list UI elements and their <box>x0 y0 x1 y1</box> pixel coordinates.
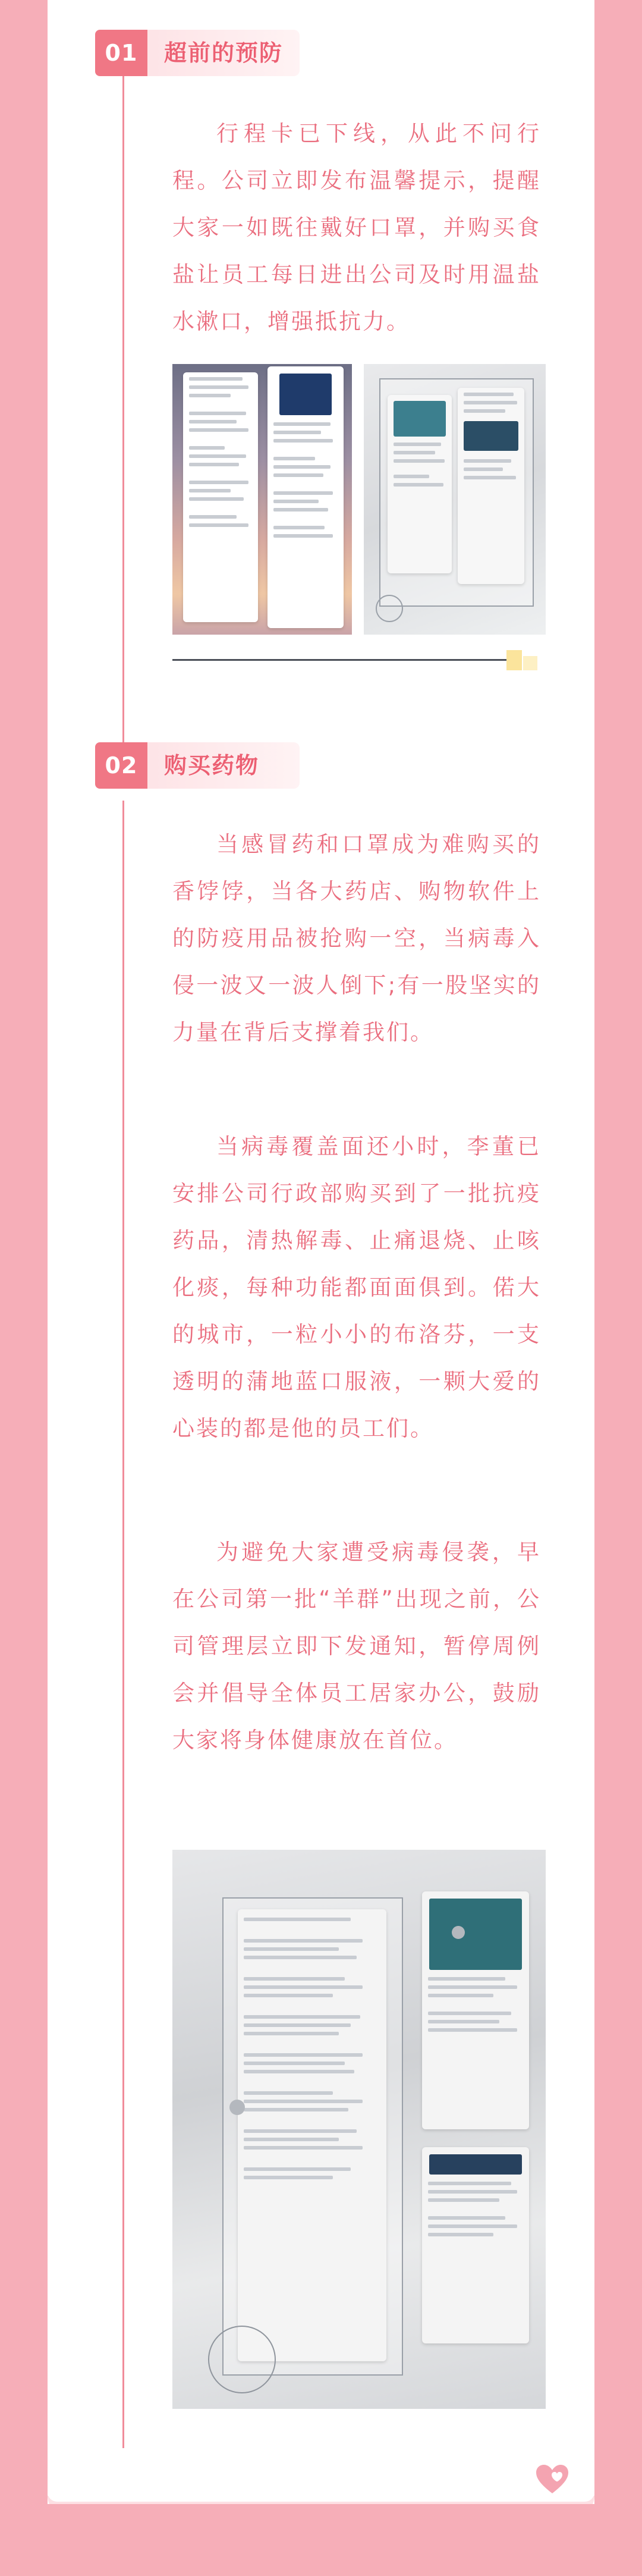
chat-card-right <box>458 388 524 584</box>
page-bottom-band <box>0 2504 642 2576</box>
card-bottom-edge <box>48 2492 594 2502</box>
timeline-line-2 <box>122 801 124 2448</box>
chat-card-left <box>183 372 258 622</box>
section-01-paragraph: 行程卡已下线，从此不问行程。公司立即发布温馨提示，提醒大家一如既往戴好口罩，并购买食盐让员工每日进出公司及时用温盐水漱口，增强抵抗力。 <box>172 121 541 334</box>
section-02-paragraph-2: 当病毒覆盖面还小时，李董已安排公司行政部购买到了一批抗疫药品，清热解毒、止痛退烧、止咳化痰，每种功能都面面俱到。偌大的城市，一粒小小的布洛芬，一支透明的蒲地蓝口服液，一颗大爱的心装的都是他的员工们。 <box>172 1134 541 1441</box>
film-reel-icon <box>376 595 403 622</box>
stamp-circle-icon <box>208 2326 276 2393</box>
chat-card-left <box>388 395 452 573</box>
chat-card-right <box>268 366 344 628</box>
pin-icon <box>452 1926 465 1939</box>
chat-card-bottom-right <box>422 2147 529 2343</box>
section-number: 02 <box>95 742 147 789</box>
chat-card-left <box>238 1909 386 2361</box>
section-title: 超前的预防 <box>164 40 284 66</box>
section-02-paragraph-1: 当感冒药和口罩成为难购买的香饽饽，当各大药店、购物软件上的防疫用品被抢购一空，当病毒入侵一波又一波人倒下;有一股坚实的力量在背后支撑着我们。 <box>172 832 541 1045</box>
section-badge-02 <box>95 742 297 789</box>
chat-card-top-right <box>422 1891 529 2129</box>
section-02-paragraph-3: 为避免大家遭受病毒侵袭，早在公司第一批“羊群”出现之前，公司管理层立即下发通知，暂停周例会并倡导全体员工居家办公，鼓励大家将身体健康放在首位。 <box>172 1539 541 1753</box>
section-divider <box>172 659 511 661</box>
chat-screenshot-photo-2 <box>364 364 546 635</box>
section-badge-01 <box>95 30 297 76</box>
chat-screenshot-photo-1 <box>172 364 352 635</box>
pin-icon <box>229 2100 245 2115</box>
chat-collage-photo <box>172 1850 546 2409</box>
decor-square <box>506 650 522 670</box>
heart-icon <box>535 2464 569 2495</box>
section-title: 购买药物 <box>164 752 260 779</box>
timeline-line-1 <box>122 70 124 742</box>
section-number: 01 <box>95 30 147 76</box>
decor-square <box>523 656 537 670</box>
